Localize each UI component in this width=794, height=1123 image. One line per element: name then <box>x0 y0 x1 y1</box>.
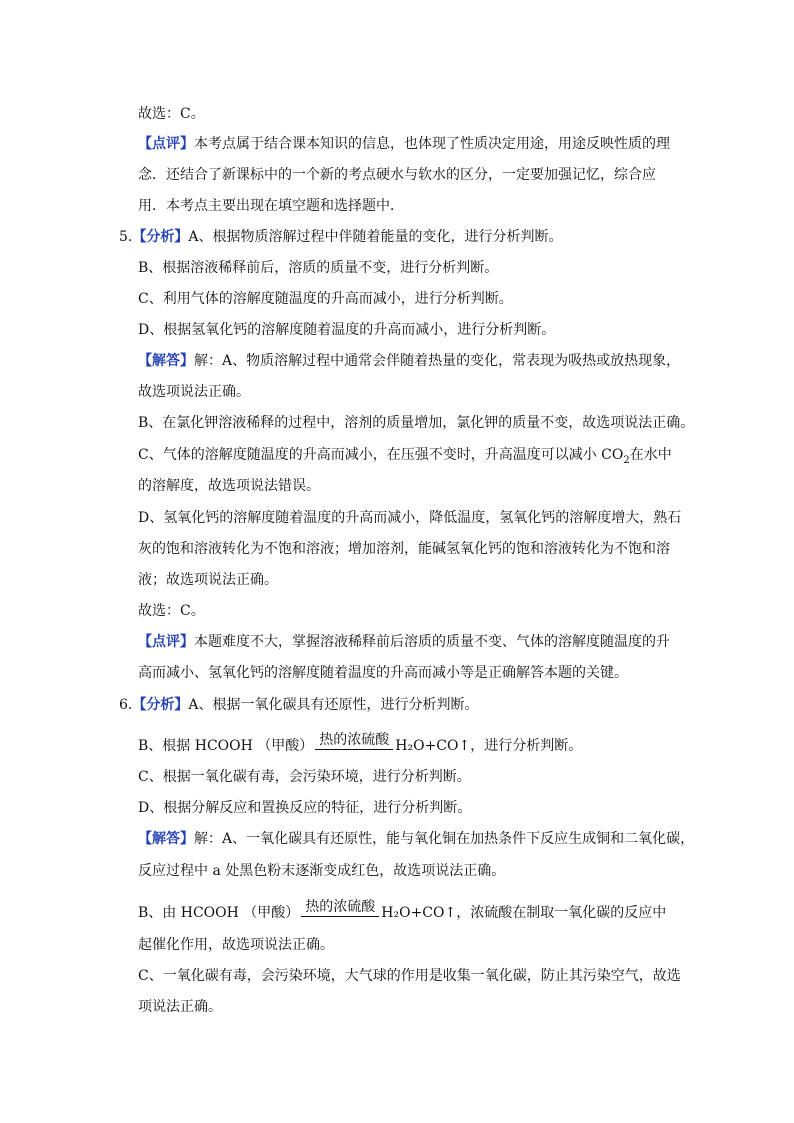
analysis-tag: 【分析】 <box>132 697 189 713</box>
q6-solution-line <box>138 829 694 849</box>
q6-analysis-line: D、根据分解反应和置换反应的特征，进行分析判断。 <box>138 800 472 816</box>
q5-analysis-line: B、根据溶液稀释前后，溶质的质量不变，进行分析判断。 <box>138 260 499 276</box>
q6-solution-line: 项说法正确。 <box>138 999 222 1015</box>
q5-analysis-line: D、根据氢氧化钙的溶解度随着温度的升高而减小，进行分析判断。 <box>138 322 556 338</box>
q5-answer: 故选：C。 <box>138 603 205 619</box>
q5-review-line: 高而减小、氢氧化钙的溶解度随着温度的升高而减小等是正确解答本题的关键。 <box>138 665 628 681</box>
solution-text: 解：A、物质溶解过程中通常会伴随着热量的变化，常表现为吸热或放热现象， <box>194 353 681 369</box>
solution-text: 在水中 <box>629 447 672 463</box>
q5-solution-line: D、氢氧化钙的溶解度随着温度的升高而减小，降低温度，氢氧化钙的溶解度增大，熟石 <box>138 510 682 526</box>
solution-tag: 【解答】 <box>138 831 194 847</box>
solution-text: C、气体的溶解度随温度的升高而减小，在压强不变时，升高温度可以减小 CO <box>138 447 624 463</box>
analysis-text: A、根据一氧化碳具有还原性，进行分析判断。 <box>188 697 479 713</box>
q6-analysis-line: C、根据一氧化碳有毒，会污染环境，进行分析判断。 <box>138 769 471 785</box>
q5-solution-line <box>138 351 680 371</box>
q5-solution-line: 的溶解度，故选项说法错误。 <box>138 478 320 494</box>
q4-answer: 故选：C。 <box>138 106 205 122</box>
q5-analysis-line <box>119 227 562 247</box>
q5-analysis-line: C、利用气体的溶解度随温度的升高而减小，进行分析判断。 <box>138 291 513 307</box>
q5-solution-line: 液；故选项说法正确。 <box>138 572 278 588</box>
q6-solution-line: C、一氧化碳有毒，会污染环境，大气球的作用是收集一氧化碳，防止其污染空气，故选 <box>138 968 681 984</box>
q6-solution-line <box>138 899 667 923</box>
review-text: 本题难度不大，掌握溶液稀释前后溶质的质量不变、气体的溶解度随温度的升 <box>194 634 670 650</box>
q4-review-line <box>138 134 670 154</box>
q6-solution-line: 反应过程中 a 处黑色粉末逐渐变成红色，故选项说法正确。 <box>138 863 506 879</box>
analysis-text: B、根据 HCOOH （甲酸） <box>138 738 314 754</box>
reaction-condition: 热的浓硫酸 <box>315 731 393 750</box>
analysis-text: A、根据物质溶解过程中伴随着能量的变化，进行分析判断。 <box>188 229 563 245</box>
review-tag: 【点评】 <box>138 634 194 650</box>
q4-review-line: 念．还结合了新课标中的一个新的考点硬水与软水的区分，一定要加强记忆，综合应 <box>138 167 656 183</box>
q5-solution-line: 灰的饱和溶液转化为不饱和溶液；增加溶剂，能碱氢氧化钙的饱和溶液转化为不饱和溶 <box>138 541 670 557</box>
solution-text: 解：A、一氧化碳具有还原性，能与氧化铜在加热条件下反应生成铜和二氧化碳， <box>194 831 695 847</box>
question-number: 5. <box>119 229 133 245</box>
q5-review-line <box>138 632 670 652</box>
q6-analysis-line <box>138 732 583 756</box>
q6-solution-line: 起催化作用，故选项说法正确。 <box>138 937 334 953</box>
subscript: 2 <box>623 454 630 466</box>
solution-text: H₂O+CO↑，浓硫酸在制取一氧化碳的反应中 <box>381 905 667 921</box>
solution-text: B、由 HCOOH （甲酸） <box>138 905 300 921</box>
q6-analysis-line <box>119 695 478 715</box>
q4-review-line: 用．本考点主要出现在填空题和选择题中． <box>138 198 404 214</box>
solution-tag: 【解答】 <box>138 353 194 369</box>
analysis-text: H₂O+CO↑，进行分析判断。 <box>395 738 583 754</box>
analysis-tag: 【分析】 <box>132 229 189 245</box>
review-text: 本考点属于结合课本知识的信息，也体现了性质决定用途，用途反映性质的理 <box>194 136 670 152</box>
q5-solution-line: B、在氯化钾溶液稀释的过程中，溶剂的质量增加，氯化钾的质量不变，故选项说法正确。 <box>138 415 695 431</box>
question-number: 6. <box>119 697 133 713</box>
reaction-condition: 热的浓硫酸 <box>301 898 379 917</box>
q5-solution-line <box>138 445 672 471</box>
review-tag: 【点评】 <box>138 136 194 152</box>
q5-solution-line: 故选项说法正确。 <box>138 384 250 400</box>
